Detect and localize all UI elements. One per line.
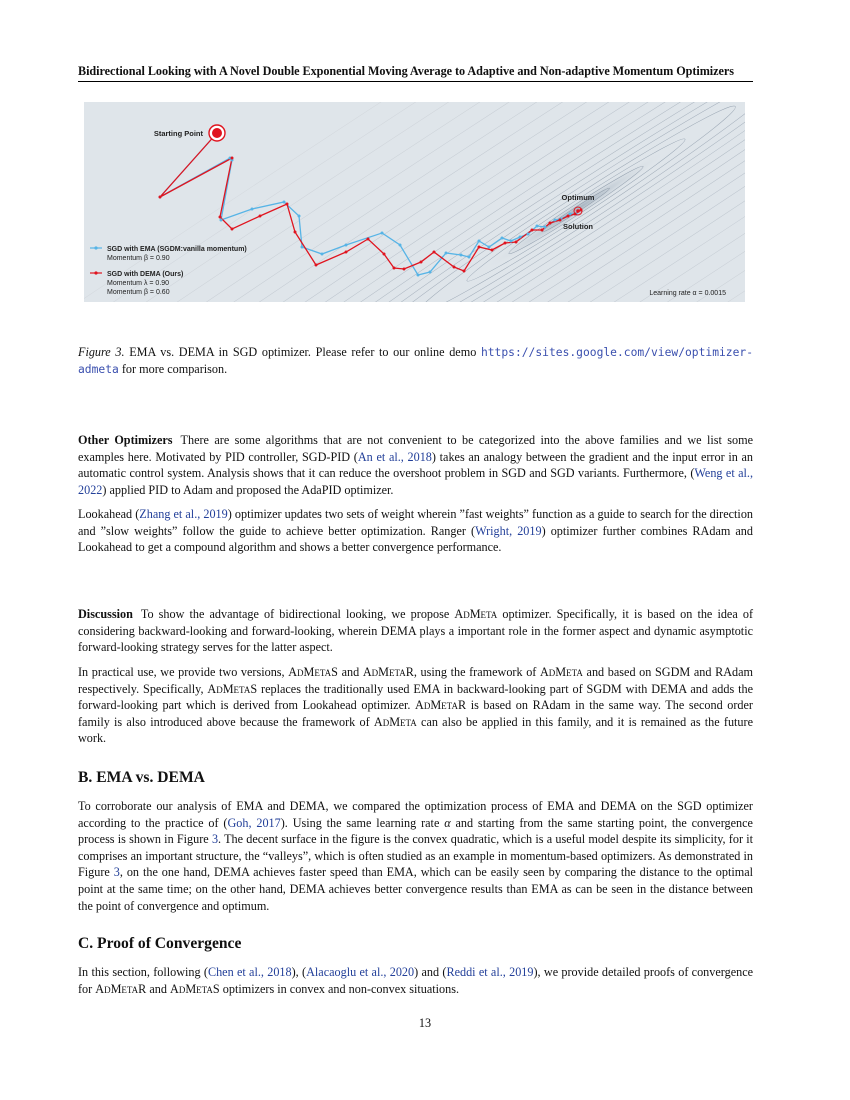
trajectory-point [251, 208, 254, 211]
trajectory-point [453, 266, 456, 269]
figure-ref-link[interactable]: 3 [211, 832, 219, 847]
trajectory-point [231, 157, 234, 160]
trajectory-point [519, 236, 522, 239]
trajectory-point [536, 225, 539, 228]
figure-ref-link[interactable]: 3 [113, 865, 120, 880]
trajectory-point [429, 271, 432, 274]
trajectory-point [286, 203, 289, 206]
section-c-title: C. Proof of Convergence [78, 935, 242, 952]
section-c-paragraph: In this section, following (Chen et al., 2018), (Alacaoglu et al., 2020) and (Reddi et al., 2019), we provide detailed proofs of convergence for AdMetaR and AdMetaS optimizers in convex and non-convex situations. [78, 965, 754, 996]
trajectory-point [559, 219, 562, 222]
citation-link[interactable]: Chen et al., 2018 [207, 965, 292, 979]
trajectory-point [491, 249, 494, 252]
trajectory-point [554, 219, 557, 222]
section-b-title: B. EMA vs. DEMA [78, 769, 205, 786]
trajectory-point [345, 244, 348, 247]
trajectory-point [294, 231, 297, 234]
trajectory-point [403, 268, 406, 271]
figure-3 [84, 102, 745, 302]
trajectory-point [549, 222, 552, 225]
discussion-paragraph-1: Discussion To show the advantage of bidirectional looking, we propose AdMeta optimizer. Specifically, it is based on the idea of considering backward-looking and forward-looking, wherein DEMA plays a important role in the former aspect and dynamic asymptotic forward-looking strategy serves for the latter aspect. [78, 607, 753, 655]
trajectory-point [367, 238, 370, 241]
caption-text-1: EMA vs. DEMA in SGD optimizer. Please refer to our online demo [124, 345, 481, 359]
trajectory-point [567, 215, 570, 218]
trajectory-point [231, 228, 234, 231]
trajectory-point [501, 237, 504, 240]
trajectory-point [478, 240, 481, 243]
trajectory-point [298, 215, 301, 218]
trajectory-point [433, 251, 436, 254]
trajectory-point [531, 229, 534, 232]
trajectory-point [468, 256, 471, 259]
legend-ema-param: Momentum β = 0.90 [107, 255, 170, 262]
legend-dema-param2: Momentum β = 0.60 [107, 289, 170, 296]
trajectory-point [383, 253, 386, 256]
solution-label: Solution [563, 222, 593, 231]
caption-label: Figure 3. [78, 345, 125, 359]
page-number: 13 [418, 1016, 432, 1030]
demo-link[interactable]: https://sites.google.com/view/optimizer-admeta [78, 346, 754, 377]
trajectory-point [381, 232, 384, 235]
citation-link[interactable]: Weng et al., 2022 [78, 466, 753, 497]
other-optimizers-paragraph-1: Other Optimizers There are some algorithms that are not convenient to be categorized into the above families and we list some examples here. Motivated by PID controller, SGD-PID (An et al., 2018) takes an analogy between the gradient and the input error in an automatic control system. Analysis shows that it can reduce the overshoot problem in SGD and SGD variants. Furthermore, (Weng et al., 2022) applied PID to Adam and proposed the AdaPID optimizer. [78, 433, 753, 497]
other-optimizers-paragraph-2: Lookahead (Zhang et al., 2019) optimizer updates two sets of weight wherein ”fast weights” function as a guide to search for the direction and ”slow weights” follow the guide to achieve better optimization. Ranger (Wright, 2019) optimizer further combines RAdam and Lookahead to get a compound algorithm and shows a better convergence performance. [78, 507, 754, 555]
starting-point-label: Starting Point [153, 129, 203, 138]
trajectory-point [504, 242, 507, 245]
trajectory-point [488, 246, 491, 249]
trajectory-point [393, 267, 396, 270]
trajectory-point [399, 244, 402, 247]
caption-text-2: for more comparison. [118, 362, 228, 377]
citation-link[interactable]: Zhang et al., 2019 [139, 507, 228, 521]
trajectory-point [259, 215, 262, 218]
trajectory-point [541, 229, 544, 232]
trajectory-point [478, 246, 481, 249]
trajectory-point [345, 251, 348, 254]
trajectory-point [510, 240, 513, 243]
citation-link[interactable]: An et al., 2018 [357, 449, 432, 464]
trajectory-point [463, 270, 466, 273]
citation-link[interactable]: Reddi et al., 2019 [446, 965, 534, 979]
other-optimizers-heading: Other Optimizers [78, 433, 173, 447]
discussion-paragraph-2: In practical use, we provide two versions, AdMetaS and AdMetaR, using the framework of AdMeta and based on SGDM and RAdam respectively. Specifically, AdMetaS replaces the traditionally used EMA in backward-looking part of SGDM with DEMA and adds the forward-looking part which is derived from Lookahead optimizer. AdMetaR is based on RAdam in the same way. The second order family is also introduced above because the framework of AdMeta can also be applied in this family, and it is remained as the future work. [78, 665, 753, 746]
trajectory-point [219, 216, 222, 219]
citation-link[interactable]: Wright, 2019 [475, 523, 542, 538]
trajectory-point [159, 196, 162, 199]
trajectory-point [460, 254, 463, 257]
optimization-plot [84, 102, 745, 302]
discussion-heading: Discussion [78, 607, 133, 621]
learning-rate-label: Learning rate α = 0.0015 [649, 290, 726, 297]
trajectory-point [445, 252, 448, 255]
trajectory-point [420, 261, 423, 264]
legend-dema-param1: Momentum λ = 0.90 [107, 280, 170, 287]
running-head: Bidirectional Looking with A Novel Double Exponential Moving Average to Adaptive and Non-adaptive Momentum Optimizers [78, 64, 734, 78]
alpha-symbol: α [444, 815, 451, 830]
citation-link[interactable]: Alacaoglu et al., 2020 [306, 965, 415, 979]
legend-ema-title: SGD with EMA (SGDM:vanilla momentum) [107, 246, 247, 253]
starting-point-icon [209, 125, 225, 141]
citation-link[interactable]: Goh, 2017 [227, 815, 281, 830]
header-rule [78, 81, 753, 82]
trajectory-point [283, 201, 286, 204]
trajectory-point [417, 274, 420, 277]
trajectory-point [315, 264, 318, 267]
section-b-paragraph: To corroborate our analysis of EMA and DEMA, we compared the optimization process of EMA and DEMA on the SGD optimizer according to the practice of (Goh, 2017). Using the same learning rate α and starting from the same starting point, the convergence process is shown in Figure 3. The decent surface in the figure is the convex quadratic, which is a useful model despite its simplicity, for it comprises an important structure, the “valleys”, which is often studied as an example in momentum-based optimizers. As demonstrated in Figure 3, on the one hand, DEMA achieves faster speed than EMA, which can be easily seen by comparing the distance to the optimal point at the same time; on the other hand, DEMA achieves better convergence results than EMA as can be seen in the distance between the point of convergence and optimum. [78, 799, 754, 913]
trajectory-point [527, 233, 530, 236]
trajectory-point [515, 241, 518, 244]
trajectory-point [301, 246, 304, 249]
trajectory-point [220, 219, 223, 222]
trajectory-point [544, 226, 547, 229]
optimum-label: Optimum [561, 193, 595, 202]
method-name: AdMeta [454, 607, 498, 621]
figure-caption [78, 344, 753, 379]
trajectory-point [321, 253, 324, 256]
legend-dema-title: SGD with DEMA (Ours) [107, 271, 184, 278]
